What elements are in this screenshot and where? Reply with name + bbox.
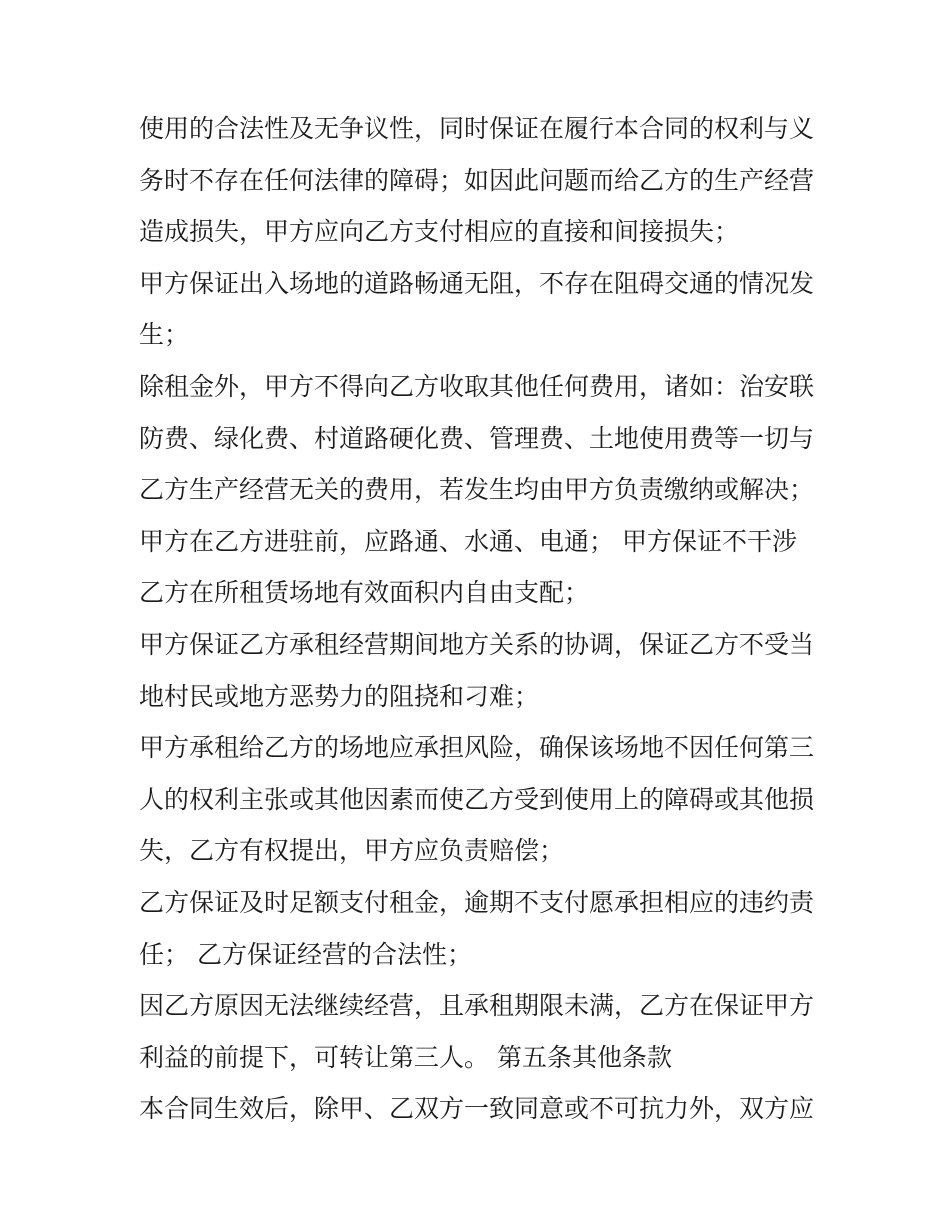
text-line: 任； 乙方保证经营的合法性； [139, 939, 472, 969]
text-line: 人的权利主张或其他因素而使乙方受到使用上的障碍或其他损 [139, 784, 815, 814]
text-line: 防费、绿化费、村道路硬化费、管理费、土地使用费等一切与 [139, 423, 815, 453]
text-line: 甲方保证出入场地的道路畅通无阻，不存在阻碍交通的情况发 [139, 268, 815, 298]
text-line: 除租金外，甲方不得向乙方收取其他任何费用，诸如：治安联 [139, 371, 815, 401]
text-line: 乙方在所租赁场地有效面积内自由支配； [139, 578, 590, 608]
text-line: 使用的合法性及无争议性，同时保证在履行本合同的权利与义 [139, 114, 815, 143]
text-line: 本合同生效后，除甲、乙双方一致同意或不可抗力外，双方应 [139, 1094, 815, 1124]
text-line: 因乙方原因无法继续经营，且承租期限未满，乙方在保证甲方 [139, 991, 815, 1021]
text-line: 甲方保证乙方承租经营期间地方关系的协调，保证乙方不受当 [139, 629, 815, 659]
text-line: 务时不存在任何法律的障碍；如因此问题而给乙方的生产经营 [139, 165, 815, 195]
text-line: 乙方保证及时足额支付租金，逾期不支付愿承担相应的违约责 [139, 887, 815, 917]
text-line: 失，乙方有权提出，甲方应负责赔偿； [139, 836, 565, 866]
text-line: 甲方在乙方进驻前，应路通、水通、电通； 甲方保证不干涉 [139, 526, 797, 556]
text-line: 乙方生产经营无关的费用，若发生均由甲方负责缴纳或解决； [139, 475, 815, 505]
text-line: 利益的前提下，可转让第三人。 第五条其他条款 [139, 1042, 672, 1072]
text-line: 甲方承租给乙方的场地应承担风险，确保该场地不因任何第三 [139, 733, 815, 763]
text-line: 地村民或地方恶势力的阻挠和刁难； [139, 681, 540, 711]
text-line: 生； [139, 320, 190, 350]
contract-text [139, 103, 819, 1135]
text-line: 造成损失，甲方应向乙方支付相应的直接和间接损失； [139, 217, 740, 247]
